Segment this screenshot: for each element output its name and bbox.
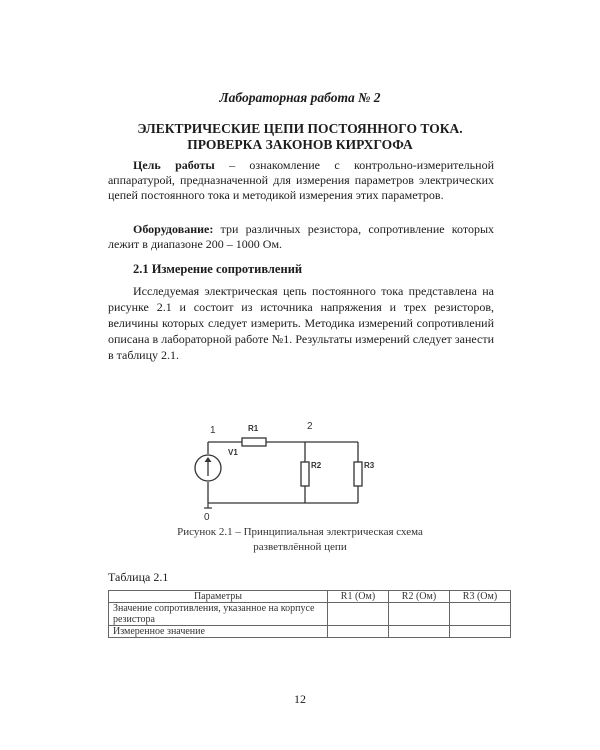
- data-table: [108, 590, 511, 638]
- header-r2: R2 (Ом): [389, 591, 450, 603]
- row2-r1: [328, 626, 389, 638]
- section-paragraph: Исследуемая электрическая цепь постоянного тока представлена на рисунке 2.1 и состоит из источника напряжения и трех резисторов, величины которых следует измерить. Методика измерений сопротивлений описана в лабораторной работе №1. Результаты измерений следует занести в таблицу 2.1.: [108, 284, 494, 362]
- main-title: [0, 121, 600, 153]
- equipment-paragraph: [108, 222, 494, 252]
- lab-title: Лабораторная работа № 2: [219, 90, 381, 105]
- figure-caption: [150, 525, 450, 555]
- table-header-row: [109, 591, 511, 603]
- header-r3: R3 (Ом): [450, 591, 511, 603]
- ground-icon: [204, 503, 212, 508]
- v1-label: V1: [228, 448, 238, 457]
- goal-text: – ознакомление с контрольно-измерительной аппаратурой, предназначенной для измерения параметров электрических цепей постоянного тока и методикой измерения этих параметров.: [108, 158, 494, 202]
- r1-label: R1: [248, 424, 259, 433]
- node-1-label: 1: [210, 425, 216, 436]
- row1-r2: [389, 603, 450, 626]
- resistor-r1: [242, 438, 266, 446]
- table-label: Таблица 2.1: [108, 570, 169, 584]
- equipment-text: три различных резистора, сопротивление которых лежит в диапазоне 200 – 1000 Ом.: [108, 222, 494, 251]
- goal-label: Цель работы: [133, 158, 215, 172]
- caption-line2: разветвлённой цепи: [253, 541, 347, 553]
- circuit-diagram: [190, 412, 390, 524]
- main-title-line1: ЭЛЕКТРИЧЕСКИЕ ЦЕПИ ПОСТОЯННОГО ТОКА.: [137, 121, 463, 136]
- section-title: 2.1 Измерение сопротивлений: [133, 262, 303, 276]
- resistor-r2: [301, 462, 309, 486]
- row1-r1: [328, 603, 389, 626]
- r2-label: R2: [311, 461, 322, 470]
- table-row: [109, 626, 511, 638]
- row2-r3: [450, 626, 511, 638]
- resistor-r3: [354, 462, 362, 486]
- equipment-label: Оборудование:: [133, 222, 214, 236]
- r3-label: R3: [364, 461, 375, 470]
- row1-param: Значение сопротивления, указанное на корпусе резистора: [109, 603, 328, 626]
- main-title-line2: ПРОВЕРКА ЗАКОНОВ КИРХГОФА: [187, 137, 413, 152]
- table-row: [109, 603, 511, 626]
- node-2-label: 2: [307, 421, 313, 432]
- row1-r3: [450, 603, 511, 626]
- caption-line1: Рисунок 2.1 – Принципиальная электрическая схема: [177, 526, 423, 538]
- row2-param: Измеренное значение: [109, 626, 328, 638]
- node-0-label: 0: [204, 512, 210, 523]
- header-params: Параметры: [109, 591, 328, 603]
- header-r1: R1 (Ом): [328, 591, 389, 603]
- source-arrow-icon: [205, 457, 212, 476]
- goal-paragraph: [108, 158, 494, 203]
- row2-r2: [389, 626, 450, 638]
- page-number: 12: [294, 692, 306, 706]
